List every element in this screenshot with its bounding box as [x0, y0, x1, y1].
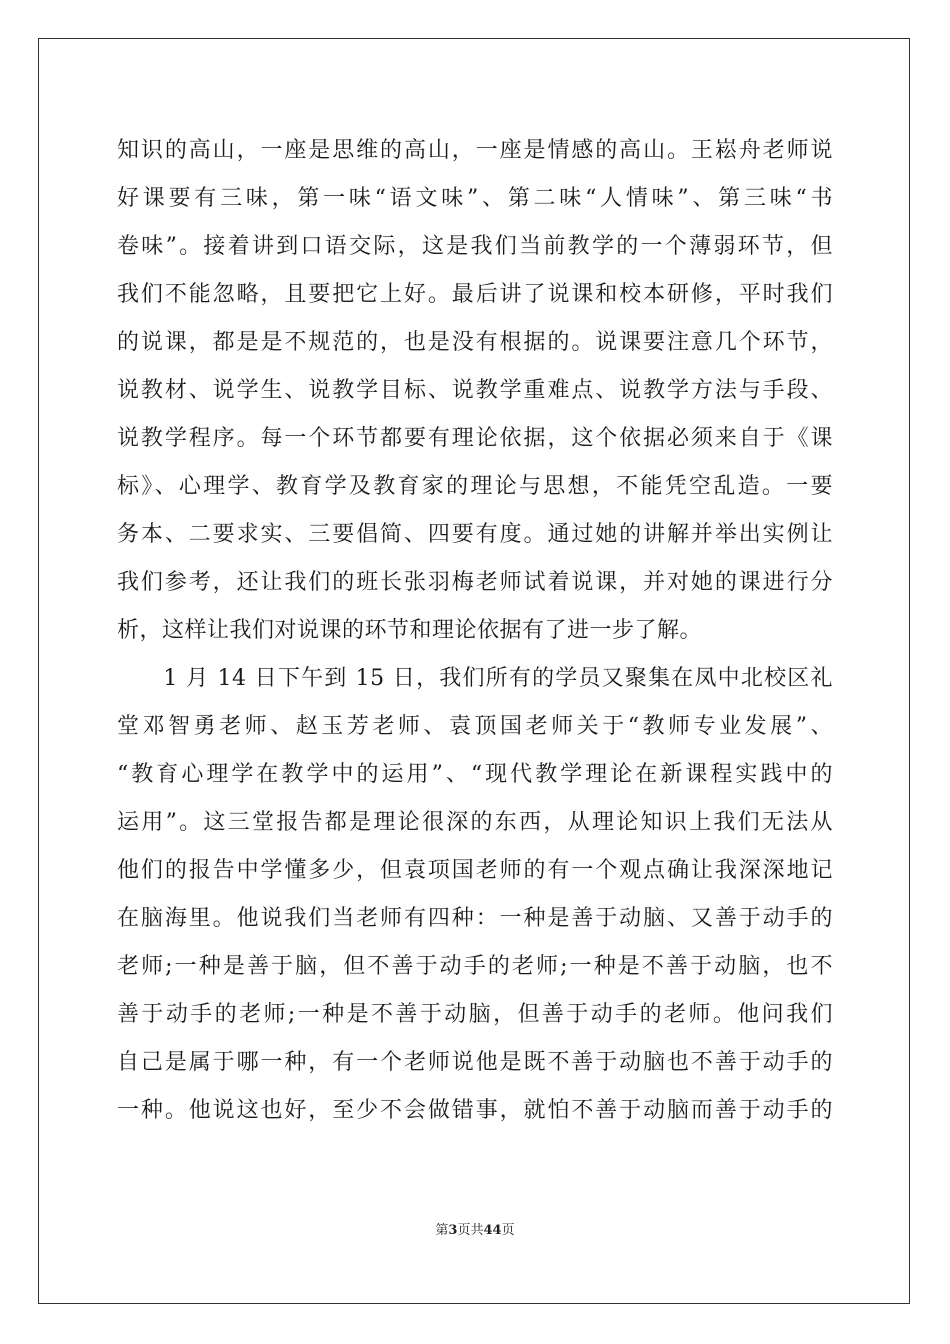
total-label-suffix: 页	[501, 1223, 515, 1238]
text-line: 我们参考，还让我们的班长张羽梅老师试着说课，并对她的课进行分	[117, 570, 833, 595]
text-line-paragraph-end: 析，这样让我们对说课的环节和理论依据有了进一步了解。	[117, 618, 703, 643]
text-line: 善于动手的老师;一种是不善于动脑，但善于动手的老师。他问我们	[117, 1002, 833, 1027]
page-number: 3	[448, 1223, 458, 1238]
text-line: 说教学程序。每一个环节都要有理论依据，这个依据必须来自于《课	[117, 426, 833, 451]
text-line: 堂邓智勇老师、赵玉芳老师、袁顶国老师关于“教师专业发展”、	[117, 714, 833, 739]
text-line: 运用”。这三堂报告都是理论很深的东西，从理论知识上我们无法从	[117, 810, 833, 835]
page-label-prefix: 第	[435, 1223, 449, 1238]
text-line: 的说课，都是是不规范的，也是没有根据的。说课要注意几个环节，	[117, 330, 833, 355]
text-line: 一种。他说这也好，至少不会做错事，就怕不善于动脑而善于动手的	[117, 1098, 833, 1123]
total-label-prefix: 共	[470, 1223, 484, 1238]
text-line: “教育心理学在教学中的运用”、“现代教学理论在新课程实践中的	[117, 762, 833, 787]
text-line: 说教材、说学生、说教学目标、说教学重难点、说教学方法与手段、	[117, 378, 833, 403]
text-line: 务本、二要求实、三要倡简、四要有度。通过她的讲解并举出实例让	[117, 522, 833, 547]
text-line-paragraph-start: 1 月 14 日下午到 15 日，我们所有的学员又聚集在凤中北校区礼	[117, 666, 833, 691]
text-line: 标》、心理学、教育学及教育家的理论与思想，不能凭空乱造。一要	[117, 474, 833, 499]
text-line: 在脑海里。他说我们当老师有四种：一种是善于动脑、又善于动手的	[117, 906, 833, 931]
page-label-suffix: 页	[457, 1223, 471, 1238]
text-line: 我们不能忽略，且要把它上好。最后讲了说课和校本研修，平时我们	[117, 282, 833, 307]
text-line: 他们的报告中学懂多少，但袁项国老师的有一个观点确让我深深地记	[117, 858, 833, 883]
page-footer	[0, 1219, 950, 1238]
text-line: 好课要有三味，第一味“语文味”、第二味“人情味”、第三味“书	[117, 186, 833, 211]
document-body	[117, 127, 833, 1135]
text-line: 老师;一种是善于脑，但不善于动手的老师;一种是不善于动脑，也不	[117, 954, 833, 979]
total-pages: 44	[483, 1223, 502, 1238]
text-line: 知识的高山，一座是思维的高山，一座是情感的高山。王崧舟老师说	[117, 138, 833, 163]
text-line: 自己是属于哪一种，有一个老师说他是既不善于动脑也不善于动手的	[117, 1050, 833, 1075]
text-line: 卷味”。接着讲到口语交际，这是我们当前教学的一个薄弱环节，但	[117, 234, 833, 259]
